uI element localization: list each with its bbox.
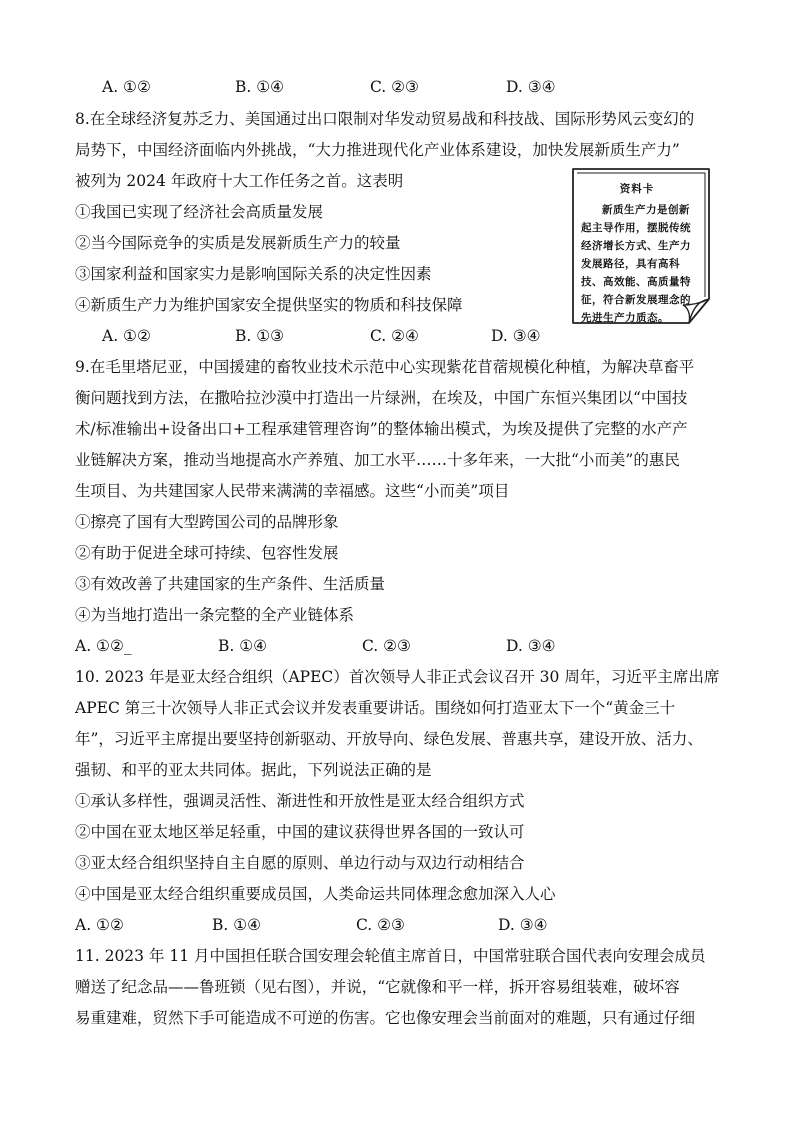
q9-statement-1: ①擦亮了国有大型跨国公司的品牌形象 <box>75 513 339 531</box>
q8-stem-line-2: 局势下，中国经济面临内外挑战，“大力推进现代化产业体系建设，加快发展新质生产力” <box>75 141 680 159</box>
q8-options <box>102 326 572 346</box>
q9-stem-line-4: 业链解决方案，推动当地提高水产养殖、加工水平……十多年来，一大批“小而美”的惠民 <box>75 451 680 469</box>
q10-statement-1: ①承认多样性，强调灵活性、渐进性和开放性是亚太经合组织方式 <box>75 792 525 810</box>
q9-statement-2: ②有助于促进全球可持续、包容性发展 <box>75 544 339 562</box>
q11-stem-line-1: 11. 2023 年 11 月中国担任联合国安理会轮值主席首日，中国常驻联合国代表向安理会成员 <box>75 947 706 965</box>
q7-options <box>102 77 622 97</box>
q8-statement-2: ②当今国际竞争的实质是发展新质生产力的较量 <box>75 234 401 252</box>
q8-stem-line-1: 8.在全球经济复苏乏力、美国通过出口限制对华发动贸易战和科技战、国际形势风云变幻的 <box>75 110 695 128</box>
q11-stem-line-3: 易重建难，贸然下手可能造成不可逆的伤害。它也像安理会当前面对的难题，只有通过仔细 <box>75 1009 696 1027</box>
q9-options <box>75 636 595 656</box>
q9-stem-line-2: 衡问题找到方法，在撒哈拉沙漠中打造出一片绿洲，在埃及，中国广东恒兴集团以“中国技 <box>75 389 688 407</box>
q8-statement-4: ④新质生产力为维护国家安全提供坚实的物质和科技保障 <box>75 296 463 314</box>
q10-stem-line-3: 年”，习近平主席提出要坚持创新驱动、开放导向、绿色发展、普惠共享，建设开放、活力、 <box>75 730 703 748</box>
q10-stem-line-1: 10. 2023 年是亚太经合组织（APEC）首次领导人非正式会议召开 30 周年，习近平主席出席 <box>75 668 720 686</box>
q9-stem-line-3: 术/标准输出+设备出口+工程承建管理咨询”的整体输出模式，为埃及提供了完整的水产产 <box>75 420 688 438</box>
q8-option-a[interactable]: A. ①② <box>102 327 151 345</box>
q8-statement-3: ③国家利益和国家实力是影响国际关系的决定性因素 <box>75 265 432 283</box>
q10-option-c[interactable]: C. ②③ <box>356 916 405 934</box>
q7-option-d[interactable]: D. ③④ <box>506 78 556 96</box>
q11-stem-line-2: 赠送了纪念品——鲁班锁（见右图），并说，“它就像和平一样，拆开容易组装难，破坏容 <box>75 978 680 996</box>
q7-option-c[interactable]: C. ②③ <box>370 78 419 96</box>
q8-option-b[interactable]: B. ①③ <box>235 327 285 345</box>
q9-statement-3: ③有效改善了共建国家的生产条件、生活质量 <box>75 575 386 593</box>
q10-statement-2: ②中国在亚太地区举足轻重，中国的建议获得世界各国的一致认可 <box>75 823 525 841</box>
q9-option-d[interactable]: D. ③④ <box>506 637 556 655</box>
resource-card-body: 新质生产力是创新起主导作用，摆脱传统经济增长方式、生产力发展路径，具有高科技、高效能、高质量特征，符合新发展理念的先进生产力质态。 <box>581 204 691 324</box>
q10-option-a[interactable]: A. ①② <box>75 916 124 934</box>
q9-stem-line-5: 生项目、为共建国家人民带来满满的幸福感。这些“小而美”项目 <box>75 482 510 500</box>
q10-option-b[interactable]: B. ①④ <box>212 916 262 934</box>
q8-option-c[interactable]: C. ②④ <box>370 327 419 345</box>
q7-option-b[interactable]: B. ①④ <box>235 78 285 96</box>
q7-option-a[interactable]: A. ①② <box>102 78 151 96</box>
q9-option-c[interactable]: C. ②③ <box>362 637 411 655</box>
q9-stem-line-1: 9.在毛里塔尼亚，中国援建的畜牧业技术示范中心实现紫花苜蓿规模化种植，为解决草畜平 <box>75 358 695 376</box>
q10-options <box>75 915 595 935</box>
resource-card-title: 资料卡 <box>619 183 655 195</box>
q10-stem-line-4: 强韧、和平的亚太共同体。据此，下列说法正确的是 <box>75 761 432 779</box>
q10-stem-line-2: APEC 第三十次领导人非正式会议并发表重要讲话。围绕如何打造亚太下一个“黄金三十 <box>75 699 676 717</box>
q8-option-d[interactable]: D. ③④ <box>491 327 541 345</box>
q10-option-d[interactable]: D. ③④ <box>498 916 548 934</box>
q9-statement-4: ④为当地打造出一条完整的全产业链体系 <box>75 606 355 624</box>
q9-option-a[interactable]: A. ①②_ <box>75 637 132 655</box>
q10-statement-3: ③亚太经合组织坚持自主自愿的原则、单边行动与双边行动相结合 <box>75 854 525 872</box>
resource-card <box>571 167 713 325</box>
q8-statement-1: ①我国已实现了经济社会高质量发展 <box>75 203 324 221</box>
q10-statement-4: ④中国是亚太经合组织重要成员国，人类命运共同体理念愈加深入人心 <box>75 885 556 903</box>
q8-stem-line-3: 被列为 2024 年政府十大工作任务之首。这表明 <box>75 172 404 190</box>
q9-option-b[interactable]: B. ①④ <box>218 637 268 655</box>
